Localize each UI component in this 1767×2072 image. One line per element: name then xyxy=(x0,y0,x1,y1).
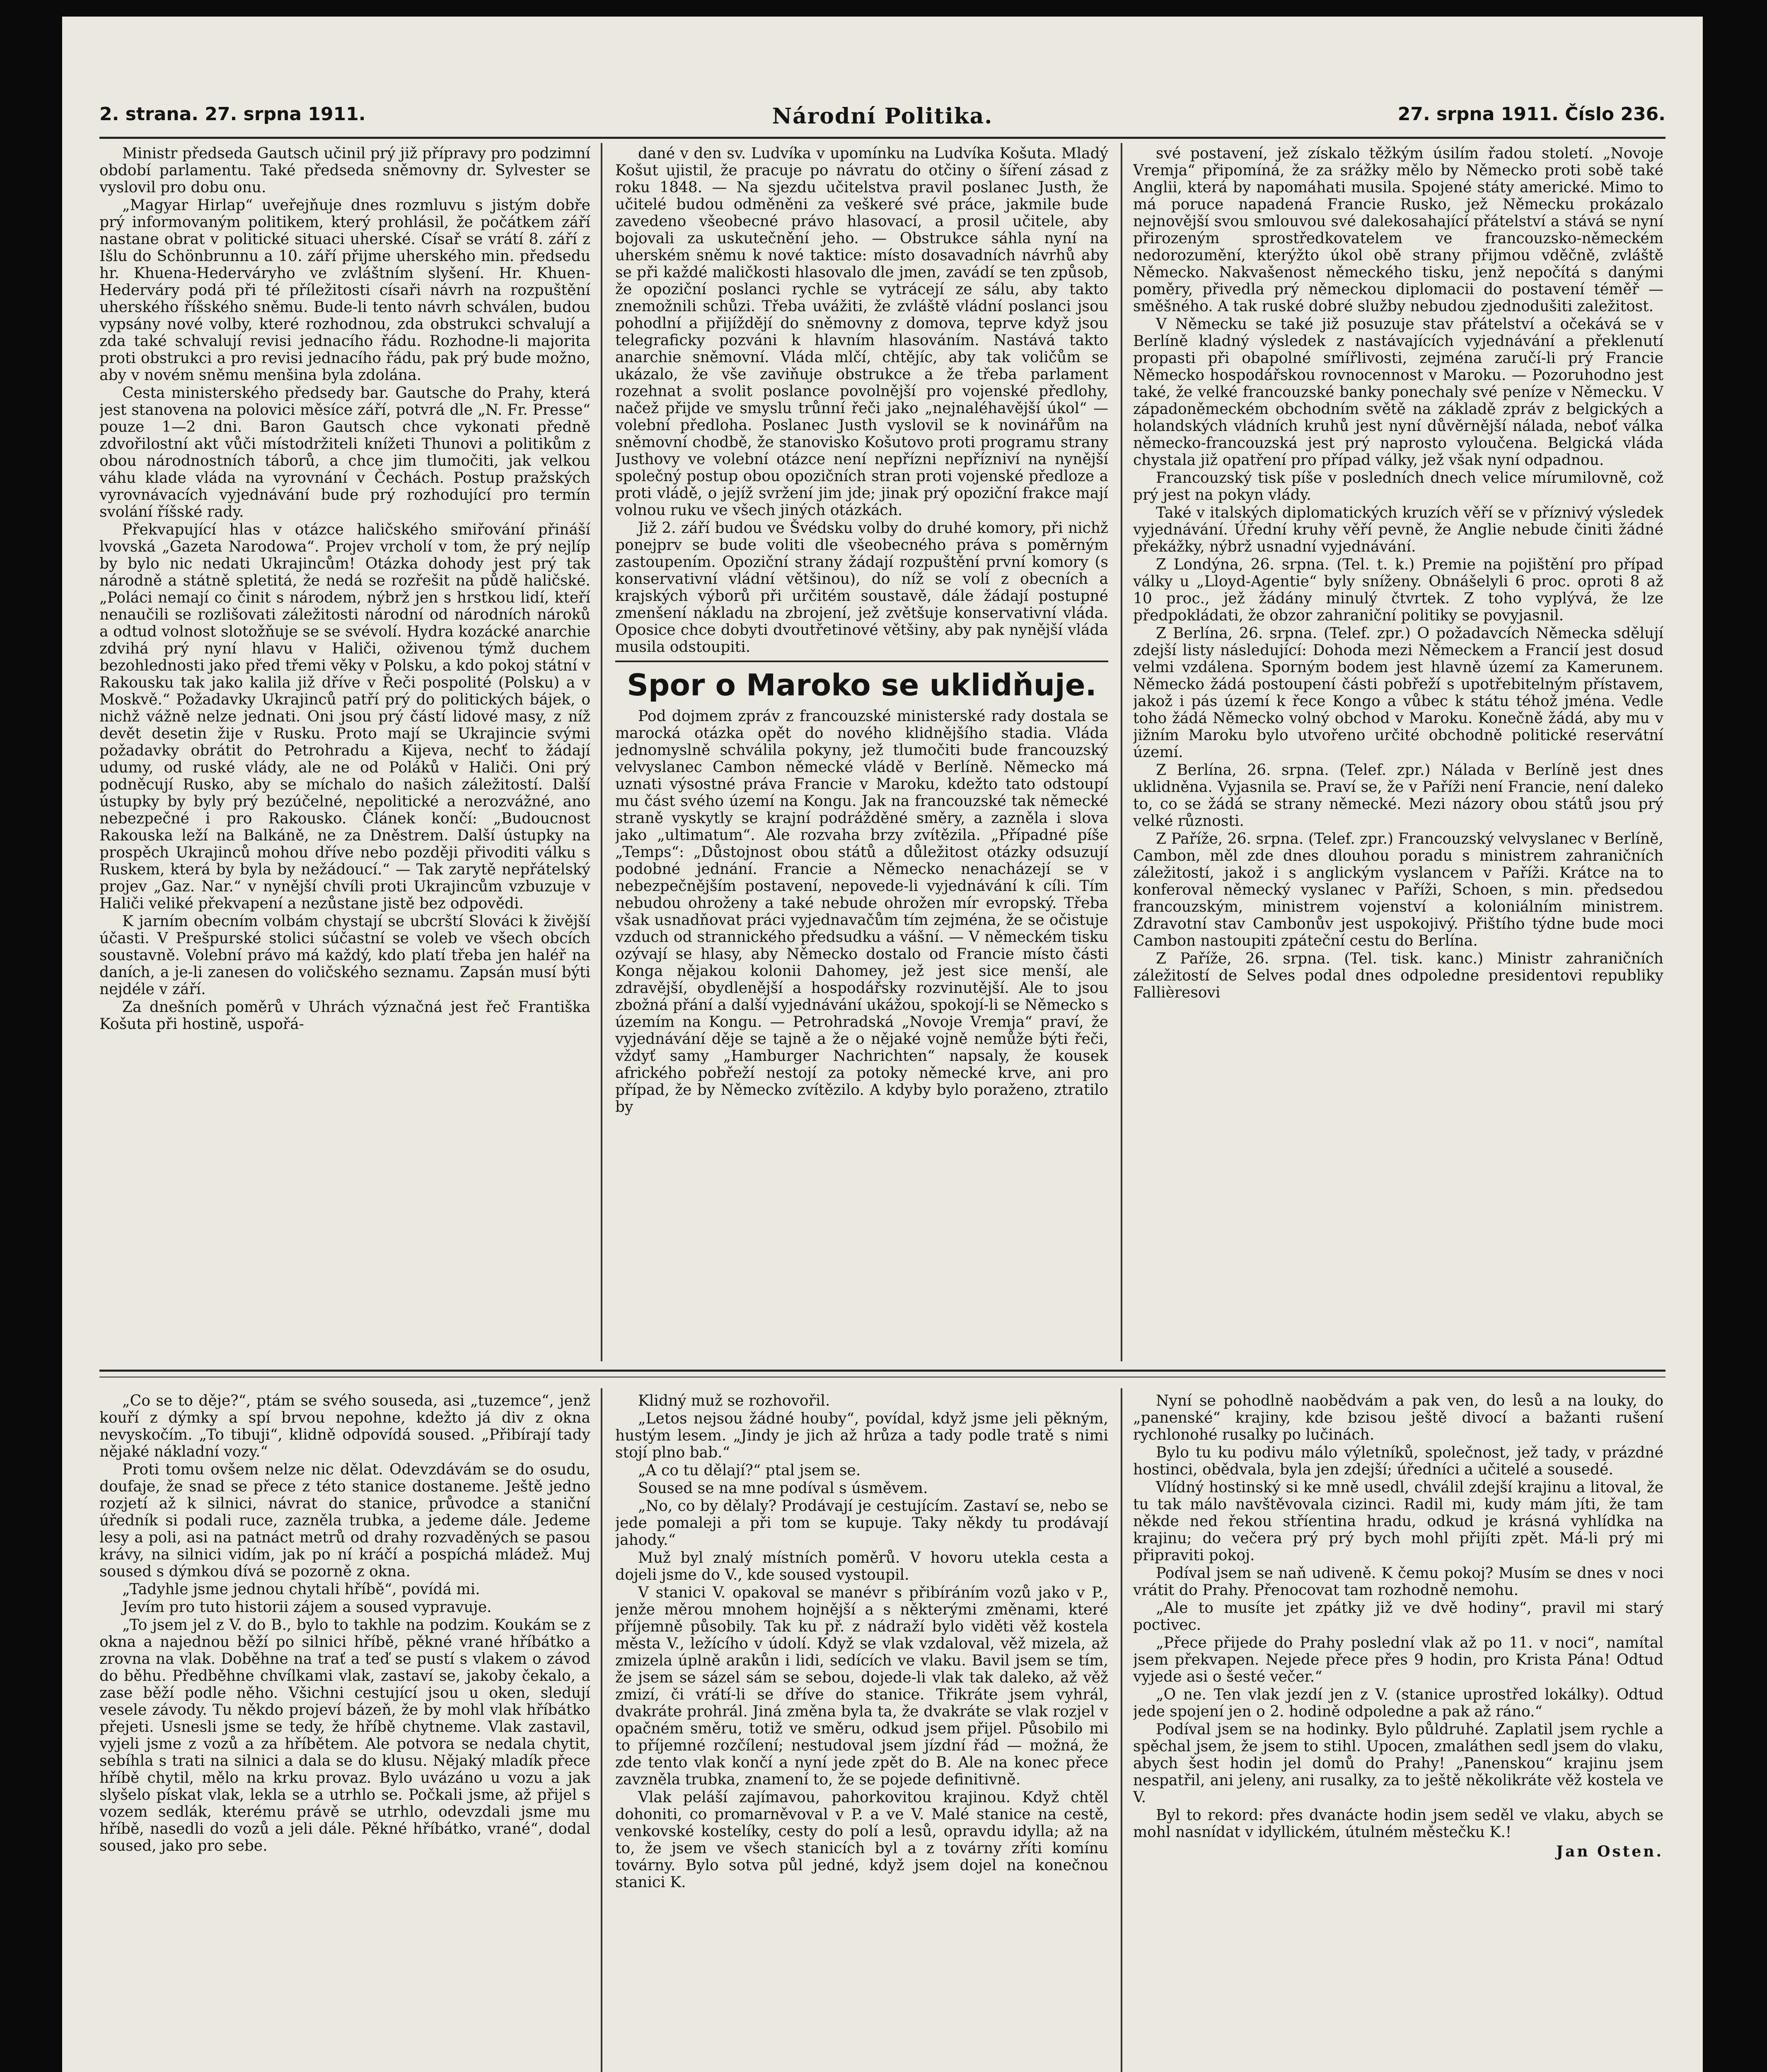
paragraph: K jarním obecním volbám chystají se ubcrští Slováci k živější účasti. V Prešpurské stolici súčastní se voleb ve všech obcích soustavně. Volební právo má každý, kdo platí třeba jen haléř na daních, a je-li zanesen do voličského seznamu. Zapsán musí býti nejdéle v září. xyxy=(99,913,590,998)
paragraph: Byl to rekord: přes dvanácte hodin jsem seděl ve vlaku, abych se mohl nasnídat v idyllickém, útulném městečku K.! xyxy=(1133,1807,1663,1841)
paragraph: Podíval jsem se naň udiveně. K čemu pokoj? Musím se dnes v noci vrátit do Prahy. Přenocovat tam rozhodně nemohu. xyxy=(1133,1565,1663,1599)
paragraph: „Tadyhle jsme jednou chytali hříbě“, povídá mi. xyxy=(122,1581,480,1598)
paragraph: Jevím pro tuto historii zájem a soused vypravuje. xyxy=(122,1599,492,1616)
paragraph: dané v den sv. Ludvíka v upomínku na Ludvíka Košuta. Mladý Košut ujistil, že pracuje po návratu do otčiny o šíření zásad z roku 1848. — Na sjezdu učitelstva pravil poslanec Justh, že učitelé budou odměněni za veškeré své práce, jakmile bude zavedeno všeobecné právo hlasovací, a prosil učitele, aby bojovali za uskutečnění jeho. — Obstrukce sáhla nyní na uherském sněmu k nové taktice: místo dosavadních návrhů aby se při každé maličkosti hlasovalo dle jmen, zavádí se ten způsob, že opoziční poslanci rychle se vytrácejí ze sálu, aby takto znemožnili schůzi. Třeba uvážiti, že zvláště vládní poslanci jsou pohodlní a přijíždějí do sněmovny z domova, teprve když jsou telegraficky pozváni k hlavním hlasováním. Nastává takto anarchie sněmovní. Vláda mlčí, chtějíc, aby tak voličům se ukázalo, že vše zaviňuje obstrukce a že třeba parlament rozehnat a svolit poslance povolnější pro vojenské předlohy, načež přijde ve smyslu trůnní řeči jako „nejnaléhavější úkol“ — volební předloha. Poslanec Justh vyslovil se k novinářům na sněmovní chodbě, že stanovisko Košutovo proti programu strany Justhovy ve volební otázce není nepřízni nepřízniví na nynější společný postup obou opozičních stran proti vojenské předloze a proti vládě, o jejíž svržení jim jde; jinak prý opoziční frakce mají volnou ruku ve všech jiných otázkách. xyxy=(615,145,1108,519)
page-date-left: 2. strana. 27. srpna 1911. xyxy=(99,104,366,125)
newspaper-page xyxy=(62,17,1703,2072)
column-divider xyxy=(1121,143,1122,1361)
paragraph: Z Paříže, 26. srpna. (Telef. zpr.) Francouzský velvyslanec v Berlíně, Cambon, měl zde dnes dlouhou poradu s ministrem zahraničních záležitostí, jakož i s anglickým vyslancem v Paříži. Krátce na to konferoval německý vyslanec v Paříži, Schoen, s min. předsedou francouzským, ministrem vojenství a koloniálním ministrem. Zdravotní stav Cambonův jest uspokojivý. Přištího týdne bude moci Cambon nastoupiti zpáteční cestu do Berlína. xyxy=(1133,830,1663,949)
paragraph: „Letos nejsou žádné houby“, povídal, když jsme jeli pěkným, hustým lesem. „Jindy je jich až hrůza a tady podle tratě s nimi stojí plno bab.“ xyxy=(615,1410,1108,1461)
paragraph: Soused se na mne podíval s úsměvem. xyxy=(638,1480,928,1497)
paragraph: Z Paříže, 26. srpna. (Tel. tisk. kanc.) Ministr zahraničních záležitostí de Selves podal dnes odpoledne presidentovi republiky Fallièresovi xyxy=(1133,950,1663,1001)
paragraph: Z Berlína, 26. srpna. (Telef. zpr.) O požadavcích Německa sdělují zdejší listy následující: Dohoda mezi Německem a Francií jest dosud velmi vzdálena. Sporným bodem jest hlavně území za Kamerunem. Německo žádá postoupení části pobřeží s upotřebitelným přístavem, jakož i pás území k řece Kongo a vůbec k státu téhož jména. Vedle toho žádá Německo volný obchod v Maroku. Konečně žádá, aby mu v jižním Maroku bylo utvořeno určité obchodně politické reservátní území. xyxy=(1133,625,1663,761)
paragraph: „Přece přijede do Prahy poslední vlak až po 11. v noci“, namítal jsem překvapen. Nejede přece přes 9 hodin, pro Krista Pána! Odtud vyjede asi o šesté večer.“ xyxy=(1133,1634,1663,1685)
paragraph: Již 2. září budou ve Švédsku volby do druhé komory, při nichž ponejprv se bude voliti dle všeobecného práva s poměrným zastoupením. Opoziční strany žádají rozpuštění první komory (s konservativní vládní většinou), do níž se volí z obecních a krajských výborů při určitém soustavě, dále žádají postupné zmenšení nákladu na zbrojení, jež zvětšuje konservativní vláda. Oposice chce dobyti dvoutřetinové většiny, aby pak nynější vláda musila odstoupiti. xyxy=(615,520,1108,656)
paragraph: Francouzský tisk píše v posledních dnech velice mírumilovně, což prý jest na pokyn vlády. xyxy=(1133,470,1663,503)
paragraph: Z Londýna, 26. srpna. (Tel. t. k.) Premie na pojištění pro případ války u „Lloyd-Agentie“ byly sníženy. Obnášelyli 6 proc. oproti 8 až 10 proc., jež žádány minulý čtvrtek. Z toho vyplývá, že lze předpokládati, že obzor zahraniční politiky se povyjasnil. xyxy=(1133,556,1663,624)
author-signature: Jan Osten. xyxy=(1556,1843,1663,1860)
paragraph: Podíval jsem se na hodinky. Bylo půldruhé. Zaplatil jsem rychle a spěchal jsem, že jsem to stihl. Upocen, zmaláthen sedl jsem do vlaku, abych šest hodin jel domů do Prahy! „Panenskou“ krajinu jsem nespatřil, ani jeleny, ani rusalky, za to ještě několikráte věž kostela ve V. xyxy=(1133,1721,1663,1806)
paragraph: Za dnešních poměrů v Uhrách význačná jest řeč Františka Košuta při hostině, uspořá- xyxy=(99,999,590,1033)
paragraph: V stanici V. opakoval se manévr s přibíráním vozů jako v P., jenže měrou mnohem hojnější a s některými změnami, které příjemně působily. Tak ku př. z nádraží bylo viděti věž kostela města V., ležícího v údolí. Když se vlak vzdaloval, věž mizela, až zmizela úplně arakůn i lidi, sedících ve vlaku. Bavil jsem se tím, že jsem se sázel sám se sebou, dojede-li vlak tak daleko, až věž zmizí, či vrátí-li se dříve do stanice. Třikráte jsem vyhrál, dvakráte prohrál. Jiná změna byla ta, že dvakráte se vlak rozjel v opačném směru, totiž ve směru, odkud jsem přijel. Působilo mi to příjemné rozčílení; nestudoval jsem jízdní řád — možná, že zde tento vlak končí a nyní jede zpět do B. Ale na konec přece zavzněla trubka, znamení to, že se pojede definitivně. xyxy=(615,1584,1108,1788)
paragraph: Cesta ministerského předsedy bar. Gautsche do Prahy, která jest stanovena na polovici měsíce září, potvrá dle „N. Fr. Presse“ pouze 1—2 dni. Baron Gautsch chce vykonati předně zdvořilostní akt vůči místodržiteli knížeti Thunovi a politikům z obou národnostních táborů, a chce jim tlumočiti, jak velkou váhu klade vláda na vyrovnání v Čechách. Postup pražských vyrovnávacích vyjednávání bude prý rozhodující pro termín svolání říšské rady. xyxy=(99,385,590,520)
paragraph: Klidný muž se rozhovořil. xyxy=(638,1392,830,1409)
paragraph: Proti tomu ovšem nelze nic dělat. Odevzdávám se do osudu, doufaje, že snad se přece z této stanice dostaneme. Ještě jedno rozjetí až k silnici, návrat do stanice, průvodce a staniční úředník si podali ruce, zazněla trubka, a jedeme dále. Jedeme lesy a poli, asi na patnáct metrů od drahy rozvaděných se pasou krávy, na silnici vidím, jak po ní kráčí a pospíchá mládež. Muj soused s dýmkou dívá se pozorně z okna. xyxy=(99,1461,590,1580)
paragraph: „A co tu dělají?“ ptal jsem se. xyxy=(638,1462,861,1479)
paragraph: Pod dojmem zpráv z francouzské ministerské rady dostala se marocká otázka opět do nového klidnějšího stadia. Vláda jednomyslně schválila pokyny, jež tlumočiti bude francouzský velvyslanec Cambon německé vládě v Berlíně. Německo má uznati výsostné práva Francie v Maroku, kdežto tato odstoupí mu část svého území na Kongu. Jak na francouzské tak německé straně vyskytly se krajní podrážděné směry, a zazněla i slova jako „ultimatum“. Ale rozvaha brzy zvítězila. „Případné píše „Temps“: „Důstojnost obou států a důležitost otázky odsuzují podobné jednání. Francie a Německo nenacházejí se v nebezpečnějším postavení, nepovede-li vyjednávání k cíli. Tím nebudou ohroženy a také nebude ohrožen mír evropský. Třeba však usnadňovat práci vyjednavačům tím zejména, že se očistuje vzduch od strannického předsudku a vášní. — V německém tisku ozývají se hlasy, aby Německo dostalo od Francie místo části Konga nějakou kolonii Dahomey, jež jest sice menší, ale zdravější, obydlenější a hospodářsky rozvinutější. Ale to jsou zbožná přání a další vyjednávání ukážou, spokojí-li se Německo s územím na Kongu. — Petrohradská „Novoje Vremja“ praví, že vyjednávání děje se tajně a že o nějaké vojně nemůže býti řeči, vždyť samy „Hamburger Nachrichten“ napsaly, že kousek afrického pobřeží nestojí za potoky německé krve, ani pro případ, že by Německo zvítězilo. A kdyby bylo poraženo, ztratilo by xyxy=(615,708,1108,1116)
paragraph: „Magyar Hirlap“ uveřejňuje dnes rozmluvu s jistým dobře prý informovaným politikem, který prohlásil, že počátkem září nastane obrat v politické situaci uherské. Císař se vrátí 8. září z Išlu do Schönbrunnu a 10. září přijme uherského min. předsedu hr. Khuena-Hederváryho ve zvláštním slyšení. Hr. Khuen-Hederváry podá při té příležitosti císaři návrh na rozpuštění uherského říšského sněmu. Bude-li tento návrh schválen, budou vypsány nové volby, které rozhodnou, zda obstrukci schvalují a zda také schvalují revisi jednacího řádu. Rozhodne-li majorita proti obstrukci a pro revisi jednacího řádu, pak prý bude možno, aby v novém sněmu menšina byla zdolána. xyxy=(99,197,590,384)
paragraph: Z Berlína, 26. srpna. (Telef. zpr.) Nálada v Berlíně jest dnes uklidněna. Vyjasnila se. Praví se, že v Paříži není Francie, není daleko to, co se žádá se strany německé. Mezi názory obou států jsou prý velké různosti. xyxy=(1133,762,1663,830)
paragraph: Vlídný hostinský si ke mně usedl, chválil zdejší krajinu a litoval, že tu tak málo navštěvovala cizinci. Radil mi, kudy mám jíti, že tam někde ned řekou stříentina hradu, odkud je krásná vyhlídka na krajinu; do večera prý prý bych mohl přijíti zpět. Má-li prý mi připraviti pokoj. xyxy=(1133,1479,1663,1564)
paragraph: „Ale to musíte jet zpátky již ve dvě hodiny“, pravil mi starý poctivec. xyxy=(1133,1600,1663,1634)
paragraph: Nyní se pohodlně naobědvám a pak ven, do lesů a na louky, do „panenské“ krajiny, kde bzisou ještě divocí a bažanti rušení rychlonohé rusalky po lučinách. xyxy=(1133,1392,1663,1443)
paragraph: Také v italských diplomatických kruzích věří se v příznivý výsledek vyjednávání. Úřední kruhy věří pevně, že Anglie nebude činiti žádné překážky, nýbrž usnadní vyjednávání. xyxy=(1133,504,1663,555)
paragraph: „No, co by dělaly? Prodávají je cestujícím. Zastaví se, nebo se jede pomaleji a při tom se kupuje. Taky někdy tu prodávají jahody.“ xyxy=(615,1498,1108,1549)
paragraph: své postavení, jež získalo těžkým úsilím řadou století. „Novoje Vremja“ připomíná, že za srážky mělo by Německo proti sobě také Anglii, která by napomáhati musila. Spojené státy americké. Mimo to má poruce napadená Francie Rusko, jež Německu prokázalo nejnovější svou smlouvou své dalekosahající přátelství a stává se nyní přirozeným sprostředkovatelem ve francouzsko-německém nedorozumění, kterýžto úkol obě strany přijmou vděčně, zvláště Německo. Nakvašenost německého tisku, jenž nepočítá s danými poměry, přivedla prý německou diplomacii do postavení téměř — směšného. A tak ruské dobré služby nebudou zjednodušiti zaležitost. xyxy=(1133,145,1663,315)
article-column-2 xyxy=(615,145,1108,1359)
paragraph: „Co se to děje?“, ptám se svého souseda, asi „tuzemce“, jenž kouří z dýmky a spí brvou nepohne, kdežto já div z okna nevyskočím. „To tibuji“, klidně odpovídá soused. „Přibírají tady nějaké nákladní vozy.“ xyxy=(99,1392,590,1460)
page-header xyxy=(99,104,1665,139)
column-divider xyxy=(1121,1388,1122,2072)
paragraph: Ministr předseda Gautsch učinil prý již přípravy pro podzimní období parlamentu. Také předseda sněmovny dr. Sylvester se vyslovil pro dobu onu. xyxy=(99,145,590,196)
feuilleton-column-2 xyxy=(615,1392,1108,2072)
column-divider xyxy=(601,1388,602,2072)
feuilleton-column-1 xyxy=(99,1392,590,2072)
paragraph: Překvapující hlas v otázce haličského smiřování přináší lvovská „Gazeta Narodowa“. Projev vrcholí v tom, že prý nejlíp by bylo nic nedati Ukrajincům! Otázka dohody jest prý tak národně a státně spletitá, že nedá se rozřešit na půdě haličské. „Poláci nemají co činit s národem, nýbrž jen s hrstkou lidí, kteří nenaučili se rozlišovati záležitosti národní od národních nároků a odtud volnost slotožňuje se se svévolí. Hydra kozácké anarchie zdvihá prý nyní hlavu v Haliči, oživenou týmž duchem bezohlednosti jako před třemi věky v Polsku, a kdo pokoj státní v Rakousku tak jako kalila již dříve v Řeči pospolité (Polsku) a v Moskvě.“ Požadavky Ukrajinců patří prý do politických bájek, o nichž vážně nelze jednati. Oni jsou prý částí lidové masy, z níž devět desetin žije v Rusku. Proto mají se Ukrajincie svými požadavky obrátit do Petrohradu a Kijeva, nechť to žádají udumy, od ruské vlády, ale ne od Poláků v Haliči. Oni prý podněcují Rusko, aby se míchalo do našich záležitostí. Další ústupky by byly prý bezúčelné, nepolitické a nerozvážné, ano nebezpečné i pro Rakousko. Článek končí: „Budoucnost Rakouska leží na Balkáně, ne za Dněstrem. Další ústupky na prospěch Ukrajinců mohou dříve nebo později přivoditi válku s Ruskem, která by byla by nežádoucí.“ — Tak zarytě nepřátelský projev „Gaz. Nar.“ v nynější chvíli proti Ukrajincům vzbuzuje v Haliči veliké překvapení a nezůstane jistě bez odpovědi. xyxy=(99,521,590,912)
column-divider xyxy=(601,143,602,1361)
paragraph: Bylo tu ku podivu málo výletníků, společnost, jež tady, v prázdné hostinci, obědvala, byla jen zdejší; úředníci a učitelé a sousedé. xyxy=(1133,1444,1663,1478)
paragraph: „To jsem jel z V. do B., bylo to takhle na podzim. Koukám se z okna a najednou běží po silnici hříbě, pěkné vrané hříbátko a zrovna na vlak. Doběhne na trať a teď se pustí s vlakem o závod do běhu. Předběhne chvílkami vlak, zastaví se, jakoby čekalo, a zase běží podle něho. Všichni cestující jsou u oken, sledují vesele závody. Tu někdo projeví bázeň, že by mohl vlak hříbátko přejeti. Usnesli jsme se tedy, že hříbě chytneme. Vlak zastavil, vyjeli jsme z vozů a za hříbětem. Ale potvora se nedala chytit, sebíhla s trati na silnici a dala se do klusu. Nějaký mladík přece hříbě chytil, mělo na krku provaz. Bylo uvázáno u vozu a jak slyšelo pískat vlak, lekla se a utrhlo se. Počkali jsme, až přijel s vozem sedlák, kterému právě se utrhlo, odevzdali jsme mu hříbě, nasedli do vozů a jeli dále. Pěkné hříbátko, vrané“, dodal soused, jako pro sebe. xyxy=(99,1617,590,1854)
paragraph: V Německu se také již posuzuje stav přátelství a očekává se v Berlíně kladný výsledek z nastávajících vyjednávání a překlenutí propasti při obapolné smířlivosti, zejména zaručí-li prý Francie Německo hospodářskou rovnocennost v Maroku. — Pozoruhodno jest také, že velké francouzské banky ponechaly své peníze v Německu. V západoněmeckém obchodním světě na základě zpráv z belgických a holandských vládních kruhů jest nyní důvěrnější nálada, neboť válka německo-francouzská jest prý naprosto vyloučena. Belgická vláda chystala již opatření pro případ války, jež však nyní odpadnou. xyxy=(1133,316,1663,469)
article-heading: Spor o Maroko se uklidňuje. xyxy=(615,661,1108,702)
feuilleton-column-3 xyxy=(1133,1392,1663,2072)
paragraph: Muž byl znalý místních poměrů. V hovoru utekla cesta a dojeli jsme do V., kde soused vystoupil. xyxy=(615,1549,1108,1583)
section-divider xyxy=(99,1370,1665,1377)
page-issue-right: 27. srpna 1911. Číslo 236. xyxy=(1397,104,1665,125)
paragraph: „O ne. Ten vlak jezdí jen z V. (stanice uprostřed lokálky). Odtud jede spojení jen o 2. hodině odpoledne a pak až ráno.“ xyxy=(1133,1686,1663,1720)
article-column-3 xyxy=(1133,145,1663,1359)
article-column-1 xyxy=(99,145,590,1359)
paragraph: Vlak peláší zajímavou, pahorkovitou krajinou. Když chtěl dohoniti, co promarněvoval v P. a ve V. Malé stanice na cestě, venkovské kostelíky, cesty do polí a lesů, opravdu idylla; až na to, že jsem ve všech stanicích byl a z továrny zříti komínu továrny. Bylo sotva půl jedné, když jsem dojel na konečnou stanici K. xyxy=(615,1789,1108,1891)
newspaper-title: Národní Politika. xyxy=(772,104,993,129)
